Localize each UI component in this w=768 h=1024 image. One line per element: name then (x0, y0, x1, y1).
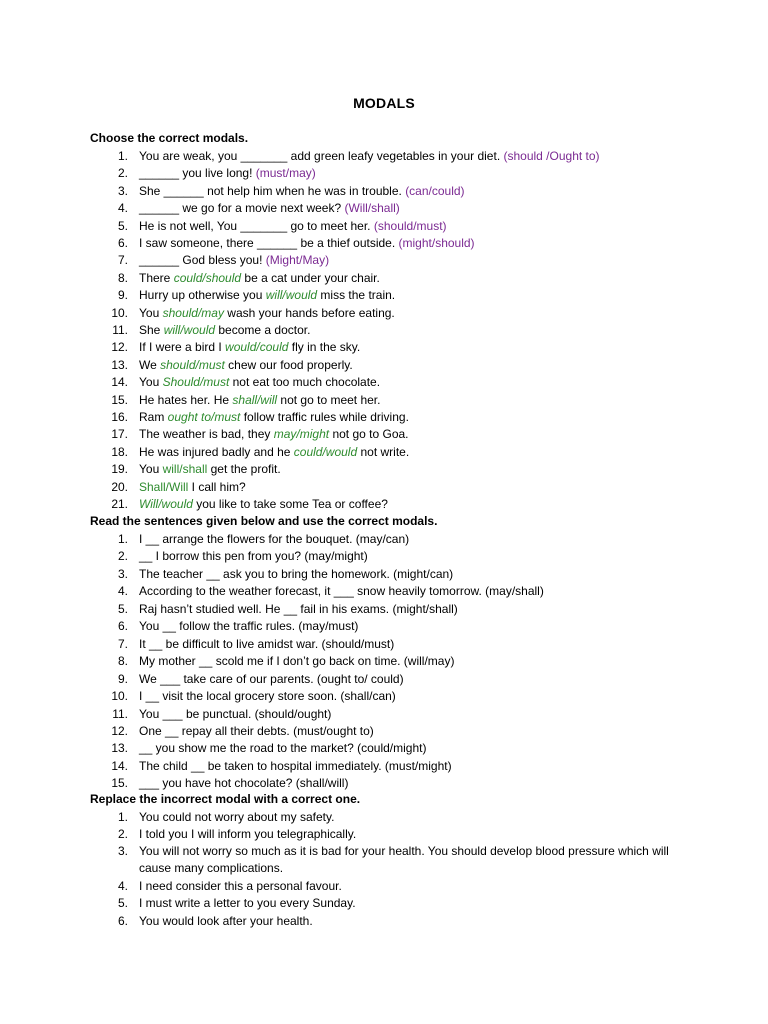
item-number: 8. (117, 654, 128, 668)
item-text: I need consider this a personal favour. (139, 879, 342, 893)
list-item (0, 496, 768, 513)
item-text: The teacher __ ask you to bring the homework. (might/can) (139, 567, 454, 581)
list-item (0, 479, 768, 496)
item-text (139, 305, 395, 322)
item-number: 11. (112, 323, 128, 337)
sentence-fragment: He hates her. He (139, 393, 233, 407)
modal-option: (should/must) (373, 219, 447, 233)
item-number: 17. (111, 427, 128, 441)
item-number: 4. (117, 201, 128, 215)
sentence-fragment: You (139, 306, 163, 320)
item-number: 15. (111, 776, 128, 790)
list-item (0, 200, 768, 217)
item-number: 10. (111, 306, 128, 320)
list-item (0, 566, 768, 583)
item-number: 6. (117, 914, 128, 928)
list-item (0, 740, 768, 757)
list-item (0, 671, 768, 688)
sentence-fragment: You (139, 462, 163, 476)
list-item (0, 357, 768, 374)
item-text (139, 461, 281, 478)
modal-option: would/could (225, 340, 289, 354)
item-text (139, 426, 409, 443)
item-text (139, 374, 380, 391)
item-text (139, 218, 447, 235)
list-item (0, 409, 768, 426)
item-number: 5. (117, 219, 128, 233)
item-number: 1. (117, 810, 128, 824)
sentence-fragment: ______ God bless you! (139, 253, 266, 267)
sentence-fragment: fly in the sky. (288, 340, 361, 354)
item-text: According to the weather forecast, it ___ snow heavily tomorrow. (may/shall) (139, 584, 544, 598)
modal-option: (might/should) (398, 236, 475, 250)
item-number: 14. (111, 375, 128, 389)
item-number: 16. (111, 410, 128, 424)
sentence-fragment: We (139, 358, 161, 372)
item-text: My mother __ scold me if I don’t go back on time. (will/may) (139, 654, 455, 668)
item-number: 1. (117, 149, 128, 163)
item-text: I __ visit the local grocery store soon. (shall/can) (139, 689, 396, 703)
item-text: You __ follow the traffic rules. (may/must) (139, 619, 359, 633)
list-item (0, 148, 768, 165)
list-item (0, 688, 768, 705)
item-text (139, 200, 400, 217)
modal-option: will/shall (162, 462, 208, 476)
list-item (0, 723, 768, 740)
sentence-fragment: not go to Goa. (329, 427, 409, 441)
item-number: 9. (117, 288, 128, 302)
item-text: ___ you have hot chocolate? (shall/will) (139, 776, 349, 790)
modal-option: should/must (160, 358, 225, 372)
modal-option: (can/could) (405, 184, 465, 198)
modal-option: could/would (293, 445, 358, 459)
list-item (0, 461, 768, 478)
modal-option: Will/would (139, 497, 193, 511)
item-text: You could not worry about my safety. (139, 810, 335, 824)
item-text (139, 287, 395, 304)
sentence-fragment: You (139, 375, 163, 389)
sentence-fragment: get the profit. (207, 462, 281, 476)
sentence-fragment: chew our food properly. (224, 358, 353, 372)
list-item (0, 374, 768, 391)
item-text (139, 270, 380, 287)
sentence-fragment: become a doctor. (215, 323, 311, 337)
modal-option: shall/will (232, 393, 278, 407)
list-item (0, 878, 768, 895)
modal-option: (Might/May) (265, 253, 330, 267)
item-number: 15. (111, 393, 128, 407)
item-number: 14. (111, 759, 128, 773)
sentence-fragment: Ram (139, 410, 168, 424)
sentence-fragment: There (139, 271, 174, 285)
sentence-fragment: not go to meet her. (277, 393, 381, 407)
sentence-fragment: I saw someone, there ______ be a thief outside. (139, 236, 399, 250)
list-item (0, 392, 768, 409)
sentence-fragment: ______ you live long! (139, 166, 256, 180)
list-item (0, 339, 768, 356)
list-item (0, 636, 768, 653)
section1-heading: Choose the correct modals. (90, 131, 249, 145)
list-item (0, 531, 768, 548)
list-item (0, 895, 768, 912)
list-item (0, 775, 768, 792)
item-text (139, 409, 409, 426)
modal-option: will/would (265, 288, 318, 302)
item-number: 4. (117, 879, 128, 893)
page-title: MODALS (353, 95, 415, 111)
item-number: 10. (111, 689, 128, 703)
sentence-fragment: not write. (357, 445, 410, 459)
list-item (0, 235, 768, 252)
list-item (0, 913, 768, 930)
sentence-fragment: If I were a bird I (139, 340, 226, 354)
item-text (139, 183, 465, 200)
item-text (139, 479, 246, 496)
item-number: 3. (117, 844, 128, 858)
item-number: 3. (117, 184, 128, 198)
list-item (0, 218, 768, 235)
list-item (0, 305, 768, 322)
item-text: I __ arrange the flowers for the bouquet. (may/can) (139, 532, 410, 546)
modal-option: Should/must (162, 375, 230, 389)
item-text (139, 235, 475, 252)
sentence-fragment: wash your hands before eating. (223, 306, 395, 320)
modal-option: (Will/shall) (344, 201, 400, 215)
item-number: 8. (117, 271, 128, 285)
sentence-fragment: be a cat under your chair. (241, 271, 380, 285)
list-item (0, 653, 768, 670)
list-item (0, 287, 768, 304)
list-item (0, 809, 768, 826)
item-number: 4. (117, 584, 128, 598)
sentence-fragment: miss the train. (317, 288, 396, 302)
modal-option: Shall/Will (139, 480, 189, 494)
modal-option: ought to/must (167, 410, 241, 424)
list-item (0, 583, 768, 600)
item-number: 12. (111, 724, 128, 738)
item-text (139, 148, 600, 165)
item-text: The child __ be taken to hospital immediately. (must/might) (139, 759, 452, 773)
item-text (139, 496, 388, 513)
sentence-fragment: not eat too much chocolate. (229, 375, 381, 389)
list-item (0, 601, 768, 618)
item-text: I told you I will inform you telegraphically. (139, 827, 357, 841)
list-item (0, 843, 768, 877)
item-text: One __ repay all their debts. (must/ought to) (139, 724, 374, 738)
sentence-fragment: You are weak, you _______ add green leafy vegetables in your diet. (139, 149, 504, 163)
list-item (0, 183, 768, 200)
item-text (139, 165, 316, 182)
modal-option: could/should (173, 271, 242, 285)
item-number: 18. (111, 445, 128, 459)
item-number: 11. (112, 707, 128, 721)
item-number: 2. (117, 827, 128, 841)
sentence-fragment: She (139, 323, 164, 337)
list-item (0, 444, 768, 461)
item-number: 1. (117, 532, 128, 546)
modal-option: (should /Ought to) (503, 149, 600, 163)
item-text (139, 252, 329, 269)
item-text (139, 339, 360, 356)
modal-option: may/might (273, 427, 330, 441)
sentence-fragment: follow traffic rules while driving. (240, 410, 409, 424)
modal-option: (must/may) (255, 166, 316, 180)
item-text (139, 444, 409, 461)
sentence-fragment: She ______ not help him when he was in trouble. (139, 184, 406, 198)
item-number: 13. (111, 358, 128, 372)
list-item (0, 322, 768, 339)
item-text: We ___ take care of our parents. (ought to/ could) (139, 672, 404, 686)
sentence-fragment: The weather is bad, they (139, 427, 274, 441)
item-number: 19. (111, 462, 128, 476)
item-text: __ you show me the road to the market? (could/might) (139, 741, 427, 755)
section3-heading: Replace the incorrect modal with a correct one. (90, 792, 361, 806)
list-item (0, 618, 768, 635)
item-number: 5. (117, 602, 128, 616)
item-number: 13. (111, 741, 128, 755)
item-text: You would look after your health. (139, 914, 313, 928)
list-item (0, 548, 768, 565)
list-item (0, 706, 768, 723)
item-text: You ___ be punctual. (should/ought) (139, 707, 332, 721)
item-number: 2. (117, 549, 128, 563)
list-item (0, 270, 768, 287)
item-text: I must write a letter to you every Sunday. (139, 896, 356, 910)
sentence-fragment: I call him? (188, 480, 246, 494)
item-text (139, 392, 380, 409)
section2-heading: Read the sentences given below and use the correct modals. (90, 514, 438, 528)
list-item (0, 758, 768, 775)
list-item (0, 165, 768, 182)
item-number: 7. (117, 637, 128, 651)
sentence-fragment: Hurry up otherwise you (139, 288, 266, 302)
modal-option: will/would (163, 323, 216, 337)
list-item (0, 426, 768, 443)
item-number: 6. (117, 619, 128, 633)
sentence-fragment: you like to take some Tea or coffee? (192, 497, 388, 511)
modal-option: should/may (162, 306, 224, 320)
item-text (139, 322, 310, 339)
item-number: 9. (117, 672, 128, 686)
item-text: It __ be difficult to live amidst war. (should/must) (139, 637, 395, 651)
item-number: 3. (117, 567, 128, 581)
sentence-fragment: ______ we go for a movie next week? (139, 201, 345, 215)
item-number: 2. (117, 166, 128, 180)
item-number: 5. (117, 896, 128, 910)
item-number: 12. (111, 340, 128, 354)
sentence-fragment: He was injured badly and he (139, 445, 294, 459)
list-item (0, 252, 768, 269)
item-number: 21. (111, 497, 128, 511)
sentence-fragment: He is not well, You _______ go to meet her. (139, 219, 374, 233)
item-text: __ I borrow this pen from you? (may/might) (139, 549, 368, 563)
item-number: 7. (117, 253, 128, 267)
item-text: You will not worry so much as it is bad for your health. You should develop blood pressure which will cause many complications. (139, 844, 669, 875)
item-text: Raj hasn’t studied well. He __ fail in his exams. (might/shall) (139, 602, 458, 616)
item-text (139, 357, 353, 374)
list-item (0, 826, 768, 843)
item-number: 6. (117, 236, 128, 250)
item-number: 20. (111, 480, 128, 494)
